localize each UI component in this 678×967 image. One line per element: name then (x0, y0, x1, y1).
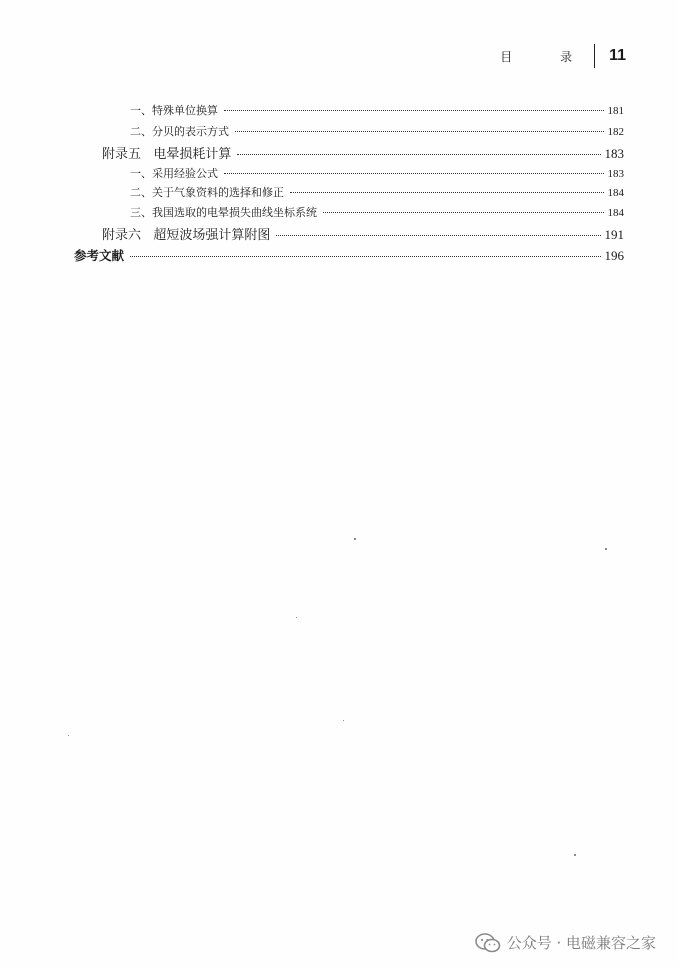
toc-entry-page: 191 (604, 227, 624, 242)
running-header (500, 44, 626, 68)
toc-leader (235, 131, 604, 132)
toc-leader (224, 173, 604, 174)
toc-entry-label: 一、特殊单位换算 (130, 104, 218, 117)
scan-speck (296, 617, 297, 618)
toc-entry (130, 165, 624, 181)
toc-entry-label: 二、关于气象资料的选择和修正 (130, 186, 284, 199)
toc-entry-label: 三、我国选取的电晕损失曲线坐标系统 (130, 206, 317, 219)
page-number: 11 (609, 47, 626, 64)
toc-entry (130, 123, 624, 139)
toc-entry-page: 184 (607, 207, 624, 219)
toc-entry-page: 182 (607, 126, 624, 138)
toc-leader (237, 154, 600, 155)
running-title: 目 录 (500, 49, 595, 64)
toc-leader (323, 212, 604, 213)
watermark-text: 公众号 · 电磁兼容之家 (506, 934, 656, 952)
toc-entry-label: 附录六 超短波场强计算附图 (102, 228, 271, 243)
header-divider (594, 44, 595, 68)
toc-leader (224, 110, 604, 111)
toc-leader (276, 235, 600, 236)
toc-entry-label: 附录五 电晕损耗计算 (102, 147, 232, 162)
toc-leader (130, 256, 600, 257)
toc-entry-appendix (102, 143, 624, 162)
toc-entry-references (74, 246, 624, 264)
wechat-icon (475, 933, 501, 953)
scan-speck (574, 854, 576, 856)
toc-entry (130, 204, 624, 220)
toc-entry-page: 181 (607, 105, 624, 117)
toc-entry-label: 二、分贝的表示方式 (130, 125, 229, 138)
toc-entry-page: 184 (607, 187, 624, 199)
toc-entry (130, 102, 624, 118)
scan-speck (68, 735, 69, 736)
toc-entry-page: 196 (604, 248, 624, 263)
toc-entry-page: 183 (607, 168, 624, 180)
toc-leader (290, 192, 604, 193)
scan-speck (354, 538, 356, 540)
scan-speck (343, 720, 344, 721)
toc-entry-label: 参考文献 (74, 248, 125, 263)
scan-speck (605, 548, 607, 550)
watermark (475, 932, 656, 953)
toc-entry-label: 一、采用经验公式 (130, 167, 218, 180)
toc-entry (130, 184, 624, 200)
toc-entry-page: 183 (604, 146, 624, 161)
toc-entry-appendix (102, 224, 624, 243)
